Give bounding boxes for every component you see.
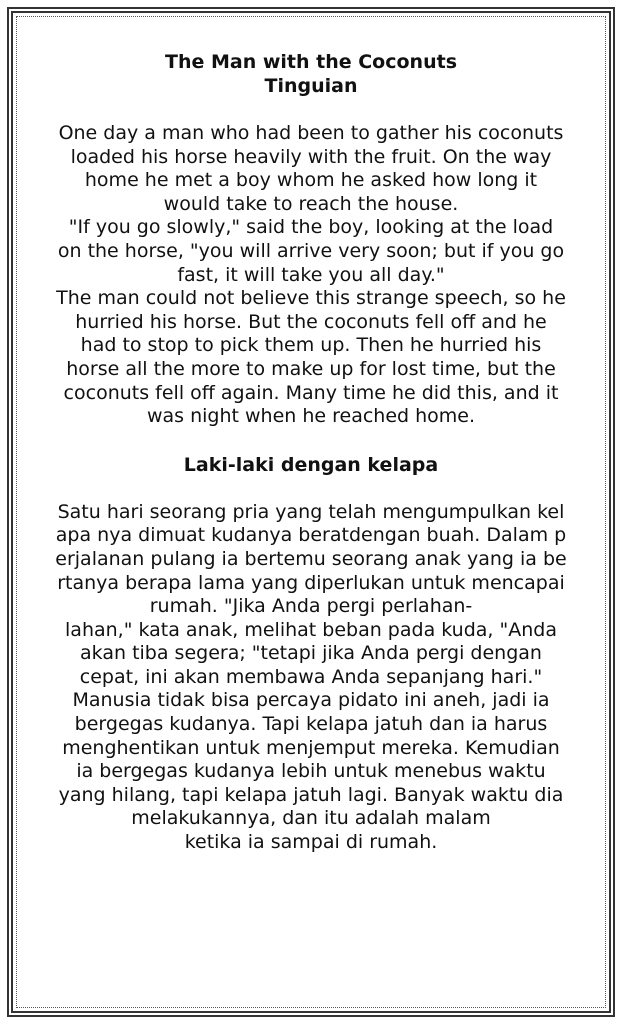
indonesian-text-line: lahan," kata anak, melihat beban pada kuda, "Anda xyxy=(65,618,557,641)
english-text-line: loaded his horse heavily with the fruit. On the way xyxy=(70,145,552,168)
english-text-line: fast, it will take you all day." xyxy=(177,263,445,286)
english-text-line: on the horse, "you will arrive very soon; but if you go xyxy=(57,239,565,262)
english-text-line: horse all the more to make up for lost time, but the xyxy=(66,357,556,380)
indonesian-text-line: Manusia tidak bisa percaya pidato ini aneh, jadi ia xyxy=(72,689,550,712)
indonesian-text-line: Satu hari seorang pria yang telah mengumpulkan kel xyxy=(57,500,565,523)
indonesian-text-line: ia bergegas kudanya lebih untuk menebus waktu xyxy=(76,760,546,783)
indonesian-text-line: cepat, ini akan membawa Anda sepanjang hari." xyxy=(79,665,543,688)
indonesian-text-line: ketika ia sampai di rumah. xyxy=(184,831,438,854)
english-text-line: would take to reach the house. xyxy=(163,192,459,215)
spacer xyxy=(28,477,594,501)
english-text-line: was night when he reached home. xyxy=(146,405,476,428)
indonesian-text-line: rtanya berapa lama yang diperlukan untuk mencapai xyxy=(57,571,565,594)
indonesian-text-line: yang hilang, tapi kelapa jatuh lagi. Banyak waktu dia xyxy=(58,783,564,806)
indonesian-text-line: bergegas kudanya. Tapi kelapa jatuh dan ia harus xyxy=(74,713,548,736)
indonesian-text-line: akan tiba segera; "tetapi jika Anda pergi dengan xyxy=(80,642,542,665)
english-text-line: had to stop to pick them up. Then he hurried his xyxy=(80,334,542,357)
indonesian-text-line: erjalanan pulang ia bertemu seorang anak yang ia be xyxy=(55,547,567,570)
english-text-line: coconuts fell off again. Many time he did this, and it xyxy=(63,381,559,404)
spacer xyxy=(28,429,594,453)
indonesian-text-line: rumah. "Jika Anda pergi perlahan- xyxy=(149,595,473,618)
english-text-line: The man could not believe this strange speech, so he xyxy=(56,287,566,310)
story-content xyxy=(28,50,594,855)
english-text-line: One day a man who had been to gather his coconuts xyxy=(58,122,564,144)
english-text-line: "If you go slowly," said the boy, looking at the load xyxy=(68,216,554,239)
spacer xyxy=(28,98,594,122)
english-text-line: home he met a boy whom he asked how long it xyxy=(84,169,538,192)
english-text-line: hurried his horse. But the coconuts fell off and he xyxy=(75,310,547,333)
english-story-body xyxy=(28,122,594,429)
indonesian-title: Laki-laki dengan kelapa xyxy=(183,453,439,476)
indonesian-text-line: menghentikan untuk menjemput mereka. Kemudian xyxy=(62,736,560,759)
indonesian-text-line: melakukannya, dan itu adalah malam xyxy=(131,807,491,830)
english-subtitle: Tinguian xyxy=(264,75,358,97)
english-title: The Man with the Coconuts xyxy=(164,51,457,73)
indonesian-text-line: apa nya dimuat kudanya beratdengan buah. Dalam p xyxy=(55,524,567,547)
indonesian-story-body xyxy=(28,501,594,855)
